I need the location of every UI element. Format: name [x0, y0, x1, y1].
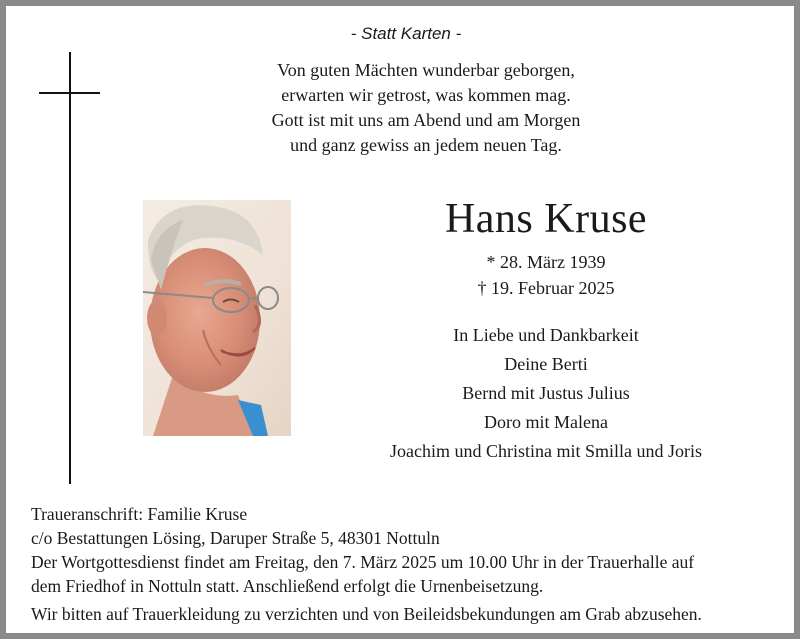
mourner-line: Bernd mit Justus Julius [462, 383, 630, 403]
life-dates [396, 249, 696, 301]
portrait-photo [143, 200, 291, 436]
cross-vertical-bar [69, 52, 71, 484]
request-line: Wir bitten auf Trauerkleidung zu verzichten und von Beileidsbekundungen am Grab abzusehen. [31, 604, 702, 624]
mourner-line: Deine Berti [504, 354, 588, 374]
mourners-list [336, 321, 756, 466]
birth-date: * 28. März 1939 [486, 252, 606, 272]
poem-line: Von guten Mächten wunderbar geborgen, [277, 60, 575, 80]
footer-notice [31, 502, 791, 626]
poem-line: und ganz gewiss an jedem neuen Tag. [290, 135, 562, 155]
poem [216, 58, 636, 158]
mourning-address-line: c/o Bestattungen Lösing, Daruper Straße 5, 48301 Nottuln [31, 528, 440, 548]
death-date: † 19. Februar 2025 [477, 278, 615, 298]
cross-horizontal-bar [39, 92, 100, 94]
deceased-name: Hans Kruse [444, 196, 648, 242]
service-info-line: Der Wortgottesdienst findet am Freitag, den 7. März 2025 um 10.00 Uhr in der Trauerhalle auf [31, 552, 695, 572]
mourner-line: Joachim und Christina mit Smilla und Joris [390, 441, 702, 461]
statt-karten-header: - Statt Karten - [350, 24, 462, 43]
service-info-line: dem Friedhof in Nottuln statt. Anschließend erfolgt die Urnenbeisetzung. [31, 576, 544, 596]
mourner-line: Doro mit Malena [484, 412, 608, 432]
mourner-line: In Liebe und Dankbarkeit [453, 325, 639, 345]
poem-line: Gott ist mit uns am Abend und am Morgen [271, 110, 581, 130]
poem-line: erwarten wir getrost, was kommen mag. [281, 85, 571, 105]
mourning-address-line: Traueranschrift: Familie Kruse [31, 504, 248, 524]
